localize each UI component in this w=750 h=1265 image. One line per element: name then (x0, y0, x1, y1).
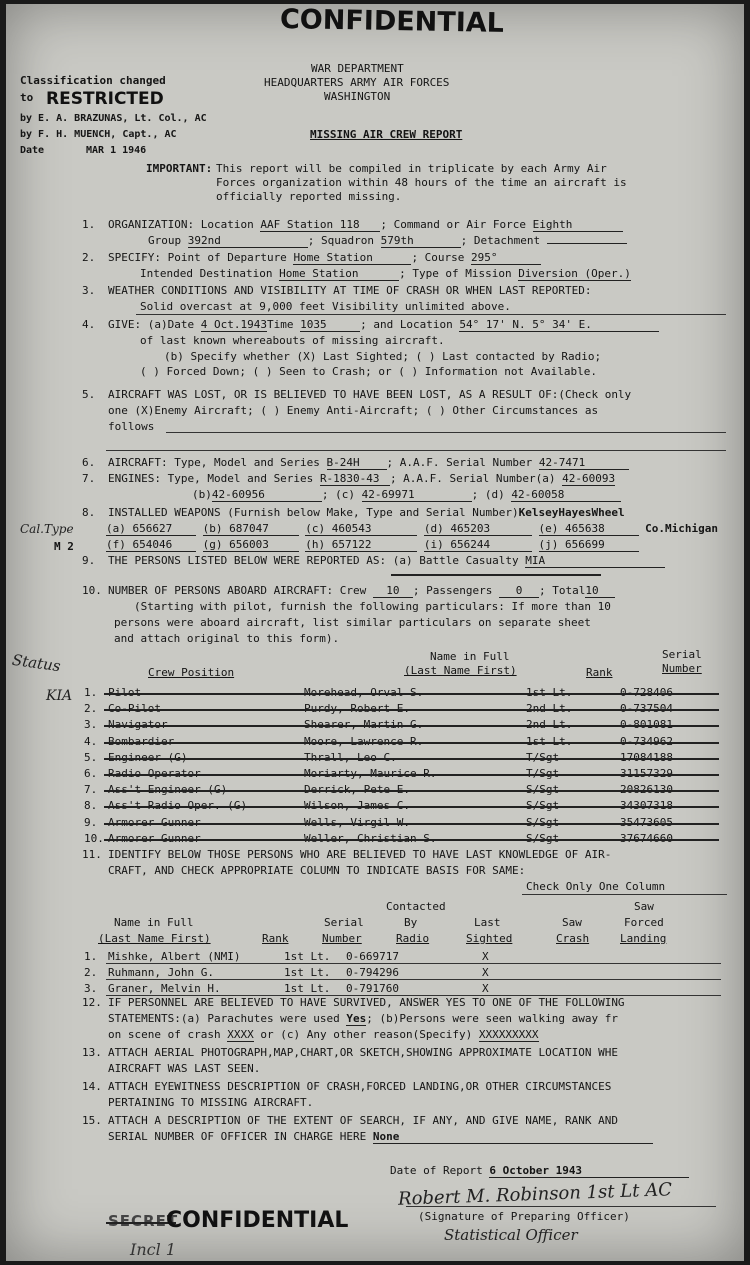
crew-strikeout (104, 839, 719, 841)
witness-rank: 1st Lt. (284, 982, 331, 995)
item10: 10. NUMBER OF PERSONS ABOARD AIRCRAFT: Crew 10 ; Passengers 0 ; Total10 (82, 584, 615, 598)
item5-line1: AIRCRAFT WAS LOST, OR IS BELIEVED TO HAVE BEEN LOST, AS A RESULT OF:(Check only (108, 388, 632, 401)
witness-serial: 0-791760 (346, 982, 399, 995)
weather-value: Solid overcast at 9,000 feet Visibility unlimited above. (140, 300, 511, 313)
item9: 9. THE PERSONS LISTED BELOW WERE REPORTED AS: (a) Battle Casualty MIA (82, 554, 665, 568)
inclosure-note: Incl 1 (130, 1240, 176, 1259)
weapons-caliber: Cal.Type (20, 522, 74, 536)
witness-row-number: 2. (84, 966, 98, 979)
item13-line2: AIRCRAFT WAS LAST SEEN. (108, 1062, 261, 1075)
crew-rank: 1st Lt. (526, 734, 573, 748)
item13: 13. ATTACH AERIAL PHOTOGRAPH,MAP,CHART,OR SKETCH,SHOWING APPROXIMATE LOCATION WHE (82, 1046, 618, 1059)
classification-to-label: to (20, 91, 34, 104)
weapons-make2: Co.Michigan (645, 522, 718, 535)
total-count: 10 (585, 584, 615, 598)
check-one-column: Check Only One Column (526, 880, 666, 893)
crew-position: Engineer (G) (108, 750, 188, 764)
important-line2: Forces organization within 48 hours of the time an aircraft is (216, 176, 627, 189)
crew-position: Armorer Gunner (108, 815, 201, 829)
crew-name: Wilson, James C. (304, 799, 410, 813)
group-label: Group (148, 234, 182, 247)
serial-header1: Serial (662, 648, 702, 661)
contacted-header2: By (404, 916, 418, 929)
item8: 8. INSTALLED WEAPONS (Furnish below Make, Type and Serial Number)KelseyHayesWheel (82, 506, 625, 519)
forced-header3: Landing (620, 932, 667, 945)
item4-line4: ( ) Forced Down; ( ) Seen to Crash; or ( ) Information not Available. (140, 365, 597, 378)
w-serial-header2: Number (322, 932, 362, 945)
group-value: 392nd (188, 234, 308, 248)
crew-name: Derrick, Pete E. (304, 783, 410, 797)
witness-rank: 1st Lt. (284, 966, 331, 979)
weapon-g: (g) 656003 (203, 538, 299, 552)
rank-header: Rank (586, 666, 613, 679)
weapon-i: (i) 656244 (424, 538, 532, 552)
item5-line2: one (X)Enemy Aircraft; ( ) Enemy Anti-Aircraft; ( ) Other Circumstances as (108, 404, 599, 417)
command-value: Eighth (533, 218, 623, 232)
crew-position-header: Crew Position (148, 666, 235, 679)
signature-caption: (Signature of Preparing Officer) (418, 1210, 630, 1223)
weapons-make: KelseyHayesWheel (518, 506, 625, 519)
item10-line3: persons were aboard aircraft, list similar particulars on separate sheet (114, 616, 591, 629)
secret-stamp-struck: SECRET (108, 1212, 179, 1230)
item14-line2: PERTAINING TO MISSING AIRCRAFT. (108, 1096, 314, 1109)
crew-row-number: 1. (84, 686, 98, 699)
crew-serial: 0-801081 (620, 718, 673, 732)
other-reason-value: XXXXXXXXX (478, 1028, 539, 1041)
name-header2: (Last Name First) (404, 664, 517, 677)
officer-in-charge: None (373, 1130, 653, 1144)
item11-line2: CRAFT, AND CHECK APPROPRIATE COLUMN TO INDICATE BASIS FOR SAME: (108, 864, 526, 877)
weapon-e: (e) 465638 (539, 522, 639, 536)
time-value: 1035 (300, 318, 360, 332)
item10-line2: (Starting with pilot, furnish the following particulars: If more than 10 (134, 600, 611, 613)
location-value: 54° 17' N. 5° 34' E. (459, 318, 659, 332)
crew-row-number: 8. (84, 799, 98, 813)
classification-by1: by E. A. BRAZUNAS, Lt. Col., AC (20, 113, 207, 124)
course-value: 295° (471, 251, 541, 265)
crew-name: Wells, Virgil W. (304, 815, 410, 829)
item2: 2. SPECIFY: Point of Departure Home Station ; Course 295° (82, 251, 541, 265)
name-header1: Name in Full (430, 650, 510, 663)
crew-row-number: 6. (84, 767, 98, 780)
item1: 1. ORGANIZATION: Location AAF Station 118 ; Command or Air Force Eighth (82, 218, 623, 232)
weapons-row1 (106, 522, 718, 536)
item4-line2: of last known whereabouts of missing aircraft. (140, 334, 445, 347)
crew-rank: S/Sgt (526, 783, 560, 797)
crew-strikeout (104, 693, 719, 695)
classification-date-label: Date (20, 145, 45, 156)
aircraft-type: B-24H (327, 456, 387, 470)
last-sighted-header2: Sighted (466, 932, 513, 945)
item11: 11. IDENTIFY BELOW THOSE PERSONS WHO ARE BELIEVED TO HAVE LAST KNOWLEDGE OF AIR- (82, 848, 612, 861)
item7-line2: (b)42-60956 ; (c) 42-69971 ; (d) 42-60058 (192, 488, 621, 502)
aircraft-label: AIRCRAFT: Type, Model and Series (108, 456, 320, 469)
crew-serial: 37674660 (620, 831, 673, 845)
crew-name: Shearer, Martin G. (304, 718, 424, 732)
crew-serial: 0-728406 (620, 686, 673, 699)
crew-strikeout (104, 742, 719, 744)
org-location: AAF Station 118 (260, 218, 380, 232)
witness-rule (106, 979, 721, 980)
confidential-stamp-top: CONFIDENTIAL (279, 4, 505, 39)
crew-rank: S/Sgt (526, 799, 560, 813)
crew-rank: S/Sgt (526, 831, 560, 845)
crew-strikeout (104, 790, 719, 792)
crew-position: Ass't Engineer (G) (108, 783, 228, 797)
date-value: 4 Oct.1943 (200, 318, 267, 331)
destination-label: Intended Destination (140, 267, 273, 280)
weapon-a: (a) 656627 (106, 522, 196, 536)
weapon-c: (c) 460543 (305, 522, 417, 536)
squadron-value: 579th (381, 234, 461, 248)
document-page (6, 4, 744, 1261)
crew-name: Weller, Christian S. (304, 831, 437, 845)
weapon-f: (f) 654046 (106, 538, 196, 552)
item15: 15. ATTACH A DESCRIPTION OF THE EXTENT OF SEARCH, IF ANY, AND GIVE NAME, RANK AND (82, 1114, 618, 1127)
weapons-type: M 2 (54, 540, 74, 553)
confidential-stamp-bottom: CONFIDENTIAL (166, 1208, 349, 1233)
restricted-stamp: RESTRICTED (46, 89, 164, 109)
item7: 7. ENGINES: Type, Model and Series R-1830-43 ; A.A.F. Serial Number(a) 42-60093 (82, 472, 616, 485)
item2-line2 (140, 267, 631, 281)
engines-label: ENGINES: Type, Model and Series (108, 472, 314, 485)
witness-last-sighted-mark: X (482, 982, 489, 995)
hq-aaf: HEADQUARTERS ARMY AIR FORCES (264, 76, 450, 89)
engine-a: 42-60093 (562, 472, 616, 485)
item12-line3: on scene of crash XXXX or (c) Any other reason(Specify) XXXXXXXXX (108, 1028, 539, 1041)
weapons-label: INSTALLED WEAPONS (Furnish below Make, Type and Serial Number) (108, 506, 519, 519)
course-label: ; Course (411, 251, 465, 264)
classification-changed: Classification changed (20, 74, 166, 87)
item12-line1: IF PERSONNEL ARE BELIEVED TO HAVE SURVIVED, ANSWER YES TO ONE OF THE FOLLOWING (108, 996, 625, 1009)
witness-name: Ruhmann, John G. (108, 966, 214, 979)
crew-position: Co-Pilot (108, 702, 161, 716)
item4-line3: (b) Specify whether (X) Last Sighted; ( ) Last contacted by Radio; (164, 350, 602, 363)
aircraft-serial: 42-7471 (539, 456, 629, 470)
crew-name: Moore, Lawrence R. (304, 734, 424, 748)
parachutes-yes: Yes (346, 1012, 367, 1025)
signature: Robert M. Robinson 1st Lt AC (397, 1179, 673, 1210)
item14: 14. ATTACH EYEWITNESS DESCRIPTION OF CRASH,FORCED LANDING,OR OTHER CIRCUMSTANCES (82, 1080, 612, 1093)
witness-serial: 0-669717 (346, 950, 399, 963)
crew-row-number: 3. (84, 718, 98, 732)
weapon-j: (j) 656699 (539, 538, 639, 552)
crew-strikeout (104, 709, 719, 711)
squadron-label: ; Squadron (307, 234, 374, 247)
item12-line2: STATEMENTS:(a) Parachutes were used Yes; (b)Persons were seen walking away fr (108, 1012, 618, 1025)
strikeout-line (391, 574, 601, 576)
crew-serial: 0-737504 (620, 702, 673, 716)
crew-name: Morehead, Orval S. (304, 686, 424, 699)
crew-strikeout (104, 758, 719, 760)
crew-strikeout (104, 823, 719, 825)
important-line3: officially reported missing. (216, 190, 402, 203)
contacted-header1: Contacted (386, 900, 446, 913)
witness-last-sighted-mark: X (482, 950, 489, 963)
crew-rank: 1st Lt. (526, 686, 573, 699)
w-name-header1: Name in Full (114, 916, 194, 929)
status-hand: Status (10, 650, 62, 676)
crew-serial: 31157329 (620, 767, 673, 780)
destination-value: Home Station (279, 267, 399, 281)
kia-hand: KIA (46, 688, 73, 704)
item3: 3. WEATHER CONDITIONS AND VISIBILITY AT TIME OF CRASH OR WHEN LAST REPORTED: (82, 284, 592, 297)
crew-position: Bombardier (108, 734, 175, 748)
engine-b: 42-60956 (212, 488, 322, 502)
witness-row-number: 3. (84, 982, 98, 995)
departure-value: Home Station (293, 251, 411, 265)
saw-crash-header2: Crash (556, 932, 590, 945)
date-label: GIVE: (a)Date (108, 318, 195, 331)
witness-serial: 0-794296 (346, 966, 399, 979)
weather-label: WEATHER CONDITIONS AND VISIBILITY AT TIME OF CRASH OR WHEN LAST REPORTED: (108, 284, 592, 297)
crew-name: Purdy, Robert E. (304, 702, 410, 716)
detachment-value (547, 243, 627, 244)
crew-row-number: 5. (84, 750, 98, 764)
witness-row-number: 1. (84, 950, 98, 963)
departure-label: SPECIFY: Point of Departure (108, 251, 287, 264)
witness-name: Mishke, Albert (NMI) (108, 950, 241, 963)
crew-strikeout (104, 725, 719, 727)
crew-serial: 0-734962 (620, 734, 673, 748)
saw-crash-header1: Saw (562, 916, 582, 929)
item10-line4: and attach original to this form). (114, 632, 340, 645)
org-label: ORGANIZATION: Location (108, 218, 254, 231)
item4: 4. GIVE: (a)Date 4 Oct.1943Time 1035 ; and Location 54° 17' N. 5° 34' E. (82, 318, 659, 332)
war-department: WAR DEPARTMENT (311, 62, 404, 75)
w-name-header2: (Last Name First) (98, 932, 211, 945)
persons-reported-label: THE PERSONS LISTED BELOW WERE REPORTED AS: (a) Battle Casualty (108, 554, 519, 567)
item12: 12. IF PERSONNEL ARE BELIEVED TO HAVE SURVIVED, ANSWER YES TO ONE OF THE FOLLOWING (82, 996, 625, 1009)
classification-date: MAR 1 1946 (86, 145, 147, 156)
item1-line2 (148, 234, 627, 248)
statistical-officer: Statistical Officer (444, 1226, 578, 1244)
important-line1: This report will be compiled in triplicate by each Army Air (216, 162, 607, 175)
crew-row-number: 9. (84, 815, 98, 829)
w-rank-header: Rank (262, 932, 289, 945)
casualty-value: MIA (525, 554, 665, 568)
engine-d: 42-60058 (511, 488, 621, 502)
crew-row-number: 10. (84, 831, 104, 845)
washington: WASHINGTON (324, 90, 391, 103)
item5-line3: follows (108, 420, 155, 433)
witness-last-sighted-mark: X (482, 966, 489, 979)
crew-strikeout (104, 806, 719, 808)
item5: 5. AIRCRAFT WAS LOST, OR IS BELIEVED TO HAVE BEEN LOST, AS A RESULT OF:(Check only (82, 388, 632, 401)
crew-serial: 17084188 (620, 750, 673, 764)
crew-position: Navigator (108, 718, 168, 732)
crew-name: Thrall, Leo C. (304, 750, 397, 764)
forced-header1: Saw (634, 900, 654, 913)
serial-header2: Number (662, 662, 702, 675)
classification-by2: by F. H. MUENCH, Capt., AC (20, 129, 177, 140)
item6: 6. AIRCRAFT: Type, Model and Series B-24H ; A.A.F. Serial Number 42-7471 (82, 456, 629, 470)
crew-rank: T/Sgt (526, 750, 560, 764)
crew-rank: T/Sgt (526, 767, 560, 780)
passenger-count: 0 (499, 584, 539, 598)
crew-serial: 35473605 (620, 815, 673, 829)
witness-rank: 1st Lt. (284, 950, 331, 963)
item11-line1: IDENTIFY BELOW THOSE PERSONS WHO ARE BELIEVED TO HAVE LAST KNOWLEDGE OF AIR- (108, 848, 612, 861)
last-sighted-header1: Last (474, 916, 501, 929)
crew-rank: 2nd Lt. (526, 702, 573, 716)
crew-name: Moriarty, Maurice R. (304, 767, 437, 780)
crew-position: Armorer Gunner (108, 831, 201, 845)
important-label: IMPORTANT: (146, 162, 213, 175)
crew-position: Pilot (108, 686, 142, 699)
crew-row-number: 7. (84, 783, 98, 797)
crew-rank: 2nd Lt. (526, 718, 573, 732)
walking-away-value: XXXX (227, 1028, 254, 1041)
mission-type-value: Diversion (Oper.) (518, 267, 631, 280)
w-serial-header1: Serial (324, 916, 364, 929)
witness-rule (106, 963, 721, 964)
date-of-report-value: 6 October 1943 (489, 1164, 689, 1178)
crew-row-number: 2. (84, 702, 98, 716)
location-label: ; and Location (360, 318, 453, 331)
item15-line2: SERIAL NUMBER OF OFFICER IN CHARGE HERE None (108, 1130, 653, 1144)
weapon-h: (h) 657122 (305, 538, 417, 552)
crew-serial: 34307318 (620, 799, 673, 813)
form-title: MISSING AIR CREW REPORT (310, 128, 463, 141)
crew-row-number: 4. (84, 734, 98, 748)
engines-type: R-1830-43 (320, 472, 390, 486)
crew-rank: S/Sgt (526, 815, 560, 829)
command-label: ; Command or Air Force (380, 218, 527, 231)
weapons-row2 (106, 538, 639, 552)
crew-serial: 20826130 (620, 783, 673, 797)
contacted-header3: Radio (396, 932, 430, 945)
weapon-d: (d) 465203 (424, 522, 532, 536)
engine-c: 42-69971 (362, 488, 472, 502)
crew-strikeout (104, 774, 719, 776)
crew-position: Radio Operator (108, 767, 201, 780)
time-label: Time (266, 318, 294, 331)
aircraft-serial-label: ; A.A.F. Serial Number (386, 456, 533, 469)
detachment-label: ; Detachment (460, 234, 541, 247)
witness-name: Graner, Melvin H. (108, 982, 221, 995)
crew-position: Ass't Radio Oper. (G) (108, 799, 248, 813)
crew-count: 10 (373, 584, 413, 598)
forced-header2: Forced (624, 916, 664, 929)
date-of-report: Date of Report 6 October 1943 (390, 1164, 689, 1178)
mission-type-label: ; Type of Mission (399, 267, 512, 280)
weapon-b: (b) 687047 (203, 522, 299, 536)
engines-serial-label: ; A.A.F. Serial Number(a) (389, 472, 556, 485)
persons-aboard-label: NUMBER OF PERSONS ABOARD AIRCRAFT: Crew (108, 584, 367, 597)
